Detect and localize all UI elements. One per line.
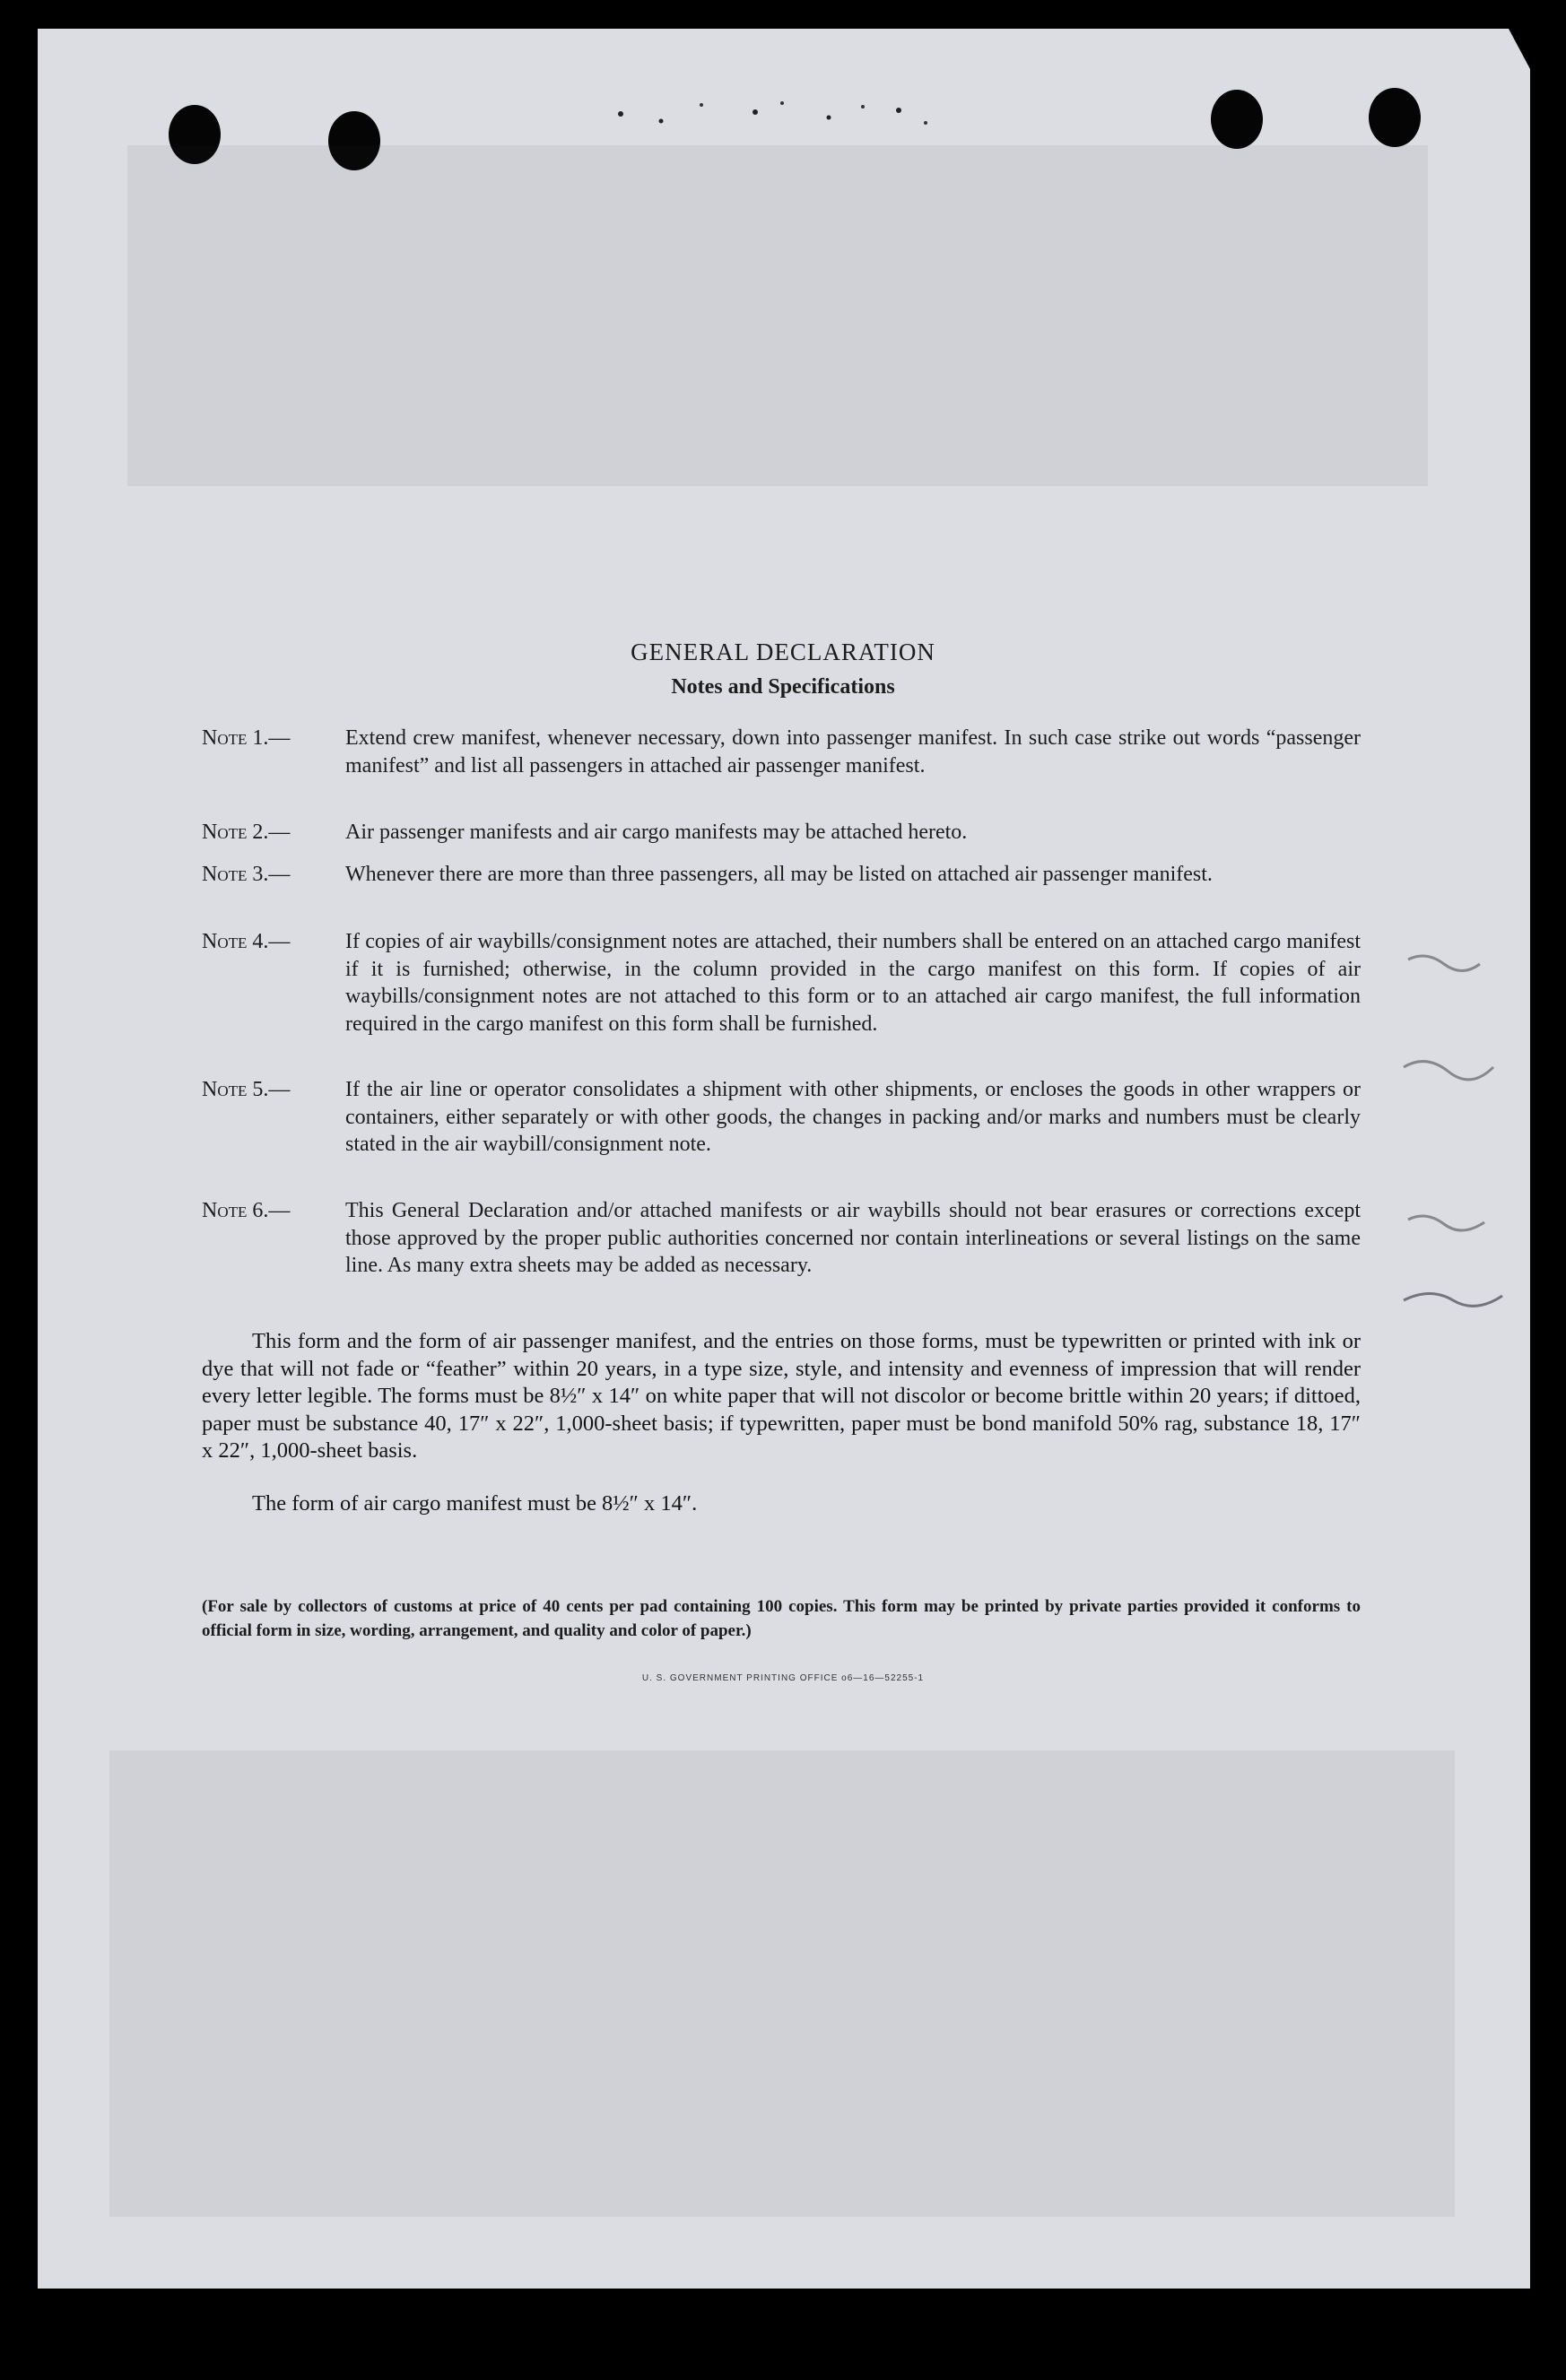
note-label: Note 2.—: [202, 821, 291, 844]
printing-office-imprint: U. S. GOVERNMENT PRINTING OFFICE o6—16—52255-1: [641, 1673, 925, 1683]
bleed-through-specks: [594, 96, 1042, 150]
note-text: Air passenger manifests and air cargo manifests may be attached hereto.: [345, 821, 968, 844]
note-text: This General Declaration and/or attached manifests or air waybills should not bear erasures or corrections except those approved by the proper public authorities concerned nor contain interlineations or several listings on the same line. As many extra sheets may be added as necessary.: [345, 1199, 1361, 1277]
paragraph-cargo-manifest: The form of air cargo manifest must be 8½″ x 14″.: [252, 1491, 698, 1516]
note-4: [202, 928, 1361, 1038]
document-title: GENERAL DECLARATION: [631, 638, 935, 665]
note-text: If copies of air waybills/consignment notes are attached, their numbers shall be entered on an attached cargo manifest if it is furnished; otherwise, in the column provided in the cargo manifest on this form. If copies of air waybills/consignment notes are not attached to this form or to an attached air cargo manifest, the full information required in the cargo manifest on this form shall be furnished.: [345, 930, 1361, 1036]
note-6: [202, 1197, 1361, 1280]
bleed-through-block-bottom: [109, 1750, 1455, 2217]
note-1: [202, 725, 1361, 779]
note-label: Note 3.—: [202, 863, 291, 886]
note-2: [202, 819, 1361, 847]
punch-hole-right-2: [1369, 88, 1421, 147]
note-5: [202, 1076, 1361, 1159]
note-text: Extend crew manifest, whenever necessary, down into passenger manifest. In such case strike out words “passenger manifest” and list all passengers in attached air passenger manifest.: [345, 726, 1361, 777]
note-label: Note 5.—: [202, 1078, 291, 1101]
paragraph-form-requirements: This form and the form of air passenger manifest, and the entries on those forms, must be typewritten or printed with ink or dye that will not fade or “feather” within 20 years, in a type size, style, and intensity and evenness of impression that will render every letter legible. The forms must be 8½″ x 14″ on white paper that will not discolor or become brittle within 20 years; if dittoed, paper must be substance 40, 17″ x 22″, 1,000-sheet basis; if typewritten, paper must be bond manifold 50% rag, substance 18, 17″ x 22″, 1,000-sheet basis.: [202, 1329, 1361, 1463]
note-label: Note 6.—: [202, 1199, 291, 1222]
sale-note: (For sale by collectors of customs at price of 40 cents per pad containing 100 copies. This form may be printed by private parties provided it conforms to official form in size, wording, arrangement, and quality and color of paper.): [202, 1597, 1361, 1640]
note-3: [202, 861, 1361, 889]
bleed-through-block-top: [127, 145, 1428, 486]
note-text: If the air line or operator consolidates a shipment with other shipments, or encloses the goods in other wrappers or containers, either separately or with other goods, the changes in packing and/or marks and numbers must be clearly stated in the air waybill/consignment note.: [345, 1078, 1361, 1156]
punch-hole-right: [1211, 90, 1263, 149]
note-text: Whenever there are more than three passengers, all may be listed on attached air passenger manifest.: [345, 863, 1213, 886]
handwriting-marks-right: [1399, 933, 1507, 1336]
document-subtitle: Notes and Specifications: [671, 675, 895, 699]
note-label: Note 4.—: [202, 930, 291, 953]
document-page: [38, 29, 1530, 2289]
note-label: Note 1.—: [202, 726, 291, 750]
